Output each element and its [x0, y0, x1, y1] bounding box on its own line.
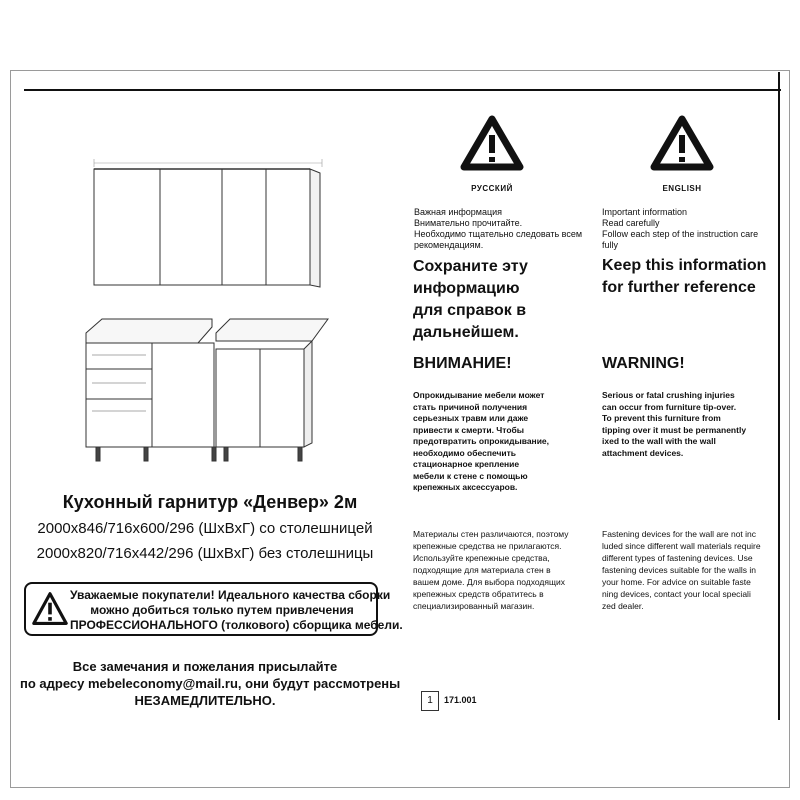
lang-label-russian: РУССКИЙ	[471, 184, 513, 193]
warning-text-en: Serious or fatal crushing injuries can occur from furniture tip-over. To prevent this furniture from tipping over it must be permanently ixed to the wall with the wall attachment devices.	[602, 390, 747, 458]
keep-info-ru: Сохраните эту информацию для справок в дальнейшем.	[413, 258, 528, 341]
dimensions-without-countertop: 2000х820/716х442/296 (ШхВхГ) без столешницы	[36, 545, 374, 562]
product-title: Кухонный гарнитур «Денвер» 2м	[62, 492, 358, 512]
document-code: 171.001	[444, 695, 477, 705]
keep-info-en: Keep this information for further reference	[602, 257, 767, 296]
lang-label-english: ENGLISH	[662, 184, 702, 193]
fastening-info-ru: Материалы стен различаются, поэтому крепежные средства не прилагаются. Используйте крепежные средства, подходящие для материала стен в вашем доме. Для выбора подходящих крепежных средств обратитесь в специализированный магазин.	[413, 529, 569, 611]
kitchen-set-illustration	[78, 155, 348, 475]
contact-info: Все замечания и пожелания присылайте по адресу mebeleconomy@mail.ru, они будут рассмотрены НЕЗАМЕДЛИТЕЛЬНО.	[20, 659, 401, 708]
warning-triangle-icon	[650, 113, 714, 173]
warning-text-ru: Опрокидывание мебели может стать причиной получения серьезных травм или даже привести к смерти. Чтобы предотвратить опрокидывание, необходимо обеспечить стационарное крепление мебели к стене с помощью крепежных аксессуаров.	[413, 390, 550, 492]
important-info-ru: Важная информация Внимательно прочитайте. Необходимо тщательно следовать всем рекомендациям.	[414, 207, 583, 250]
notice-text: Уважаемые покупатели! Идеального качества сборки можно добиться только путем привлечения ПРОФЕССИОНАЛЬНОГО (толкового) сборщика мебели.	[70, 588, 403, 632]
warning-heading-ru: ВНИМАНИЕ!	[413, 355, 512, 372]
warning-heading-en: WARNING!	[602, 355, 685, 372]
warning-triangle-icon	[32, 591, 68, 627]
important-info-en: Important information Read carefully Follow each step of the instruction care fully	[602, 207, 759, 250]
fastening-info-en: Fastening devices for the wall are not inc luded since different wall materials require different types of fastening devices. Use fastening devices suitable for the walls in your home. For advice on suitable faste ning devices, contact your local speciali zed dealer.	[602, 529, 761, 611]
right-rule	[778, 72, 780, 720]
top-rule	[24, 89, 781, 91]
page-number: 1	[421, 691, 439, 711]
warning-triangle-icon	[460, 113, 524, 173]
professional-assembly-notice	[24, 582, 403, 636]
dimensions-with-countertop: 2000х846/716х600/296 (ШхВхГ) со столешницей	[37, 520, 373, 537]
